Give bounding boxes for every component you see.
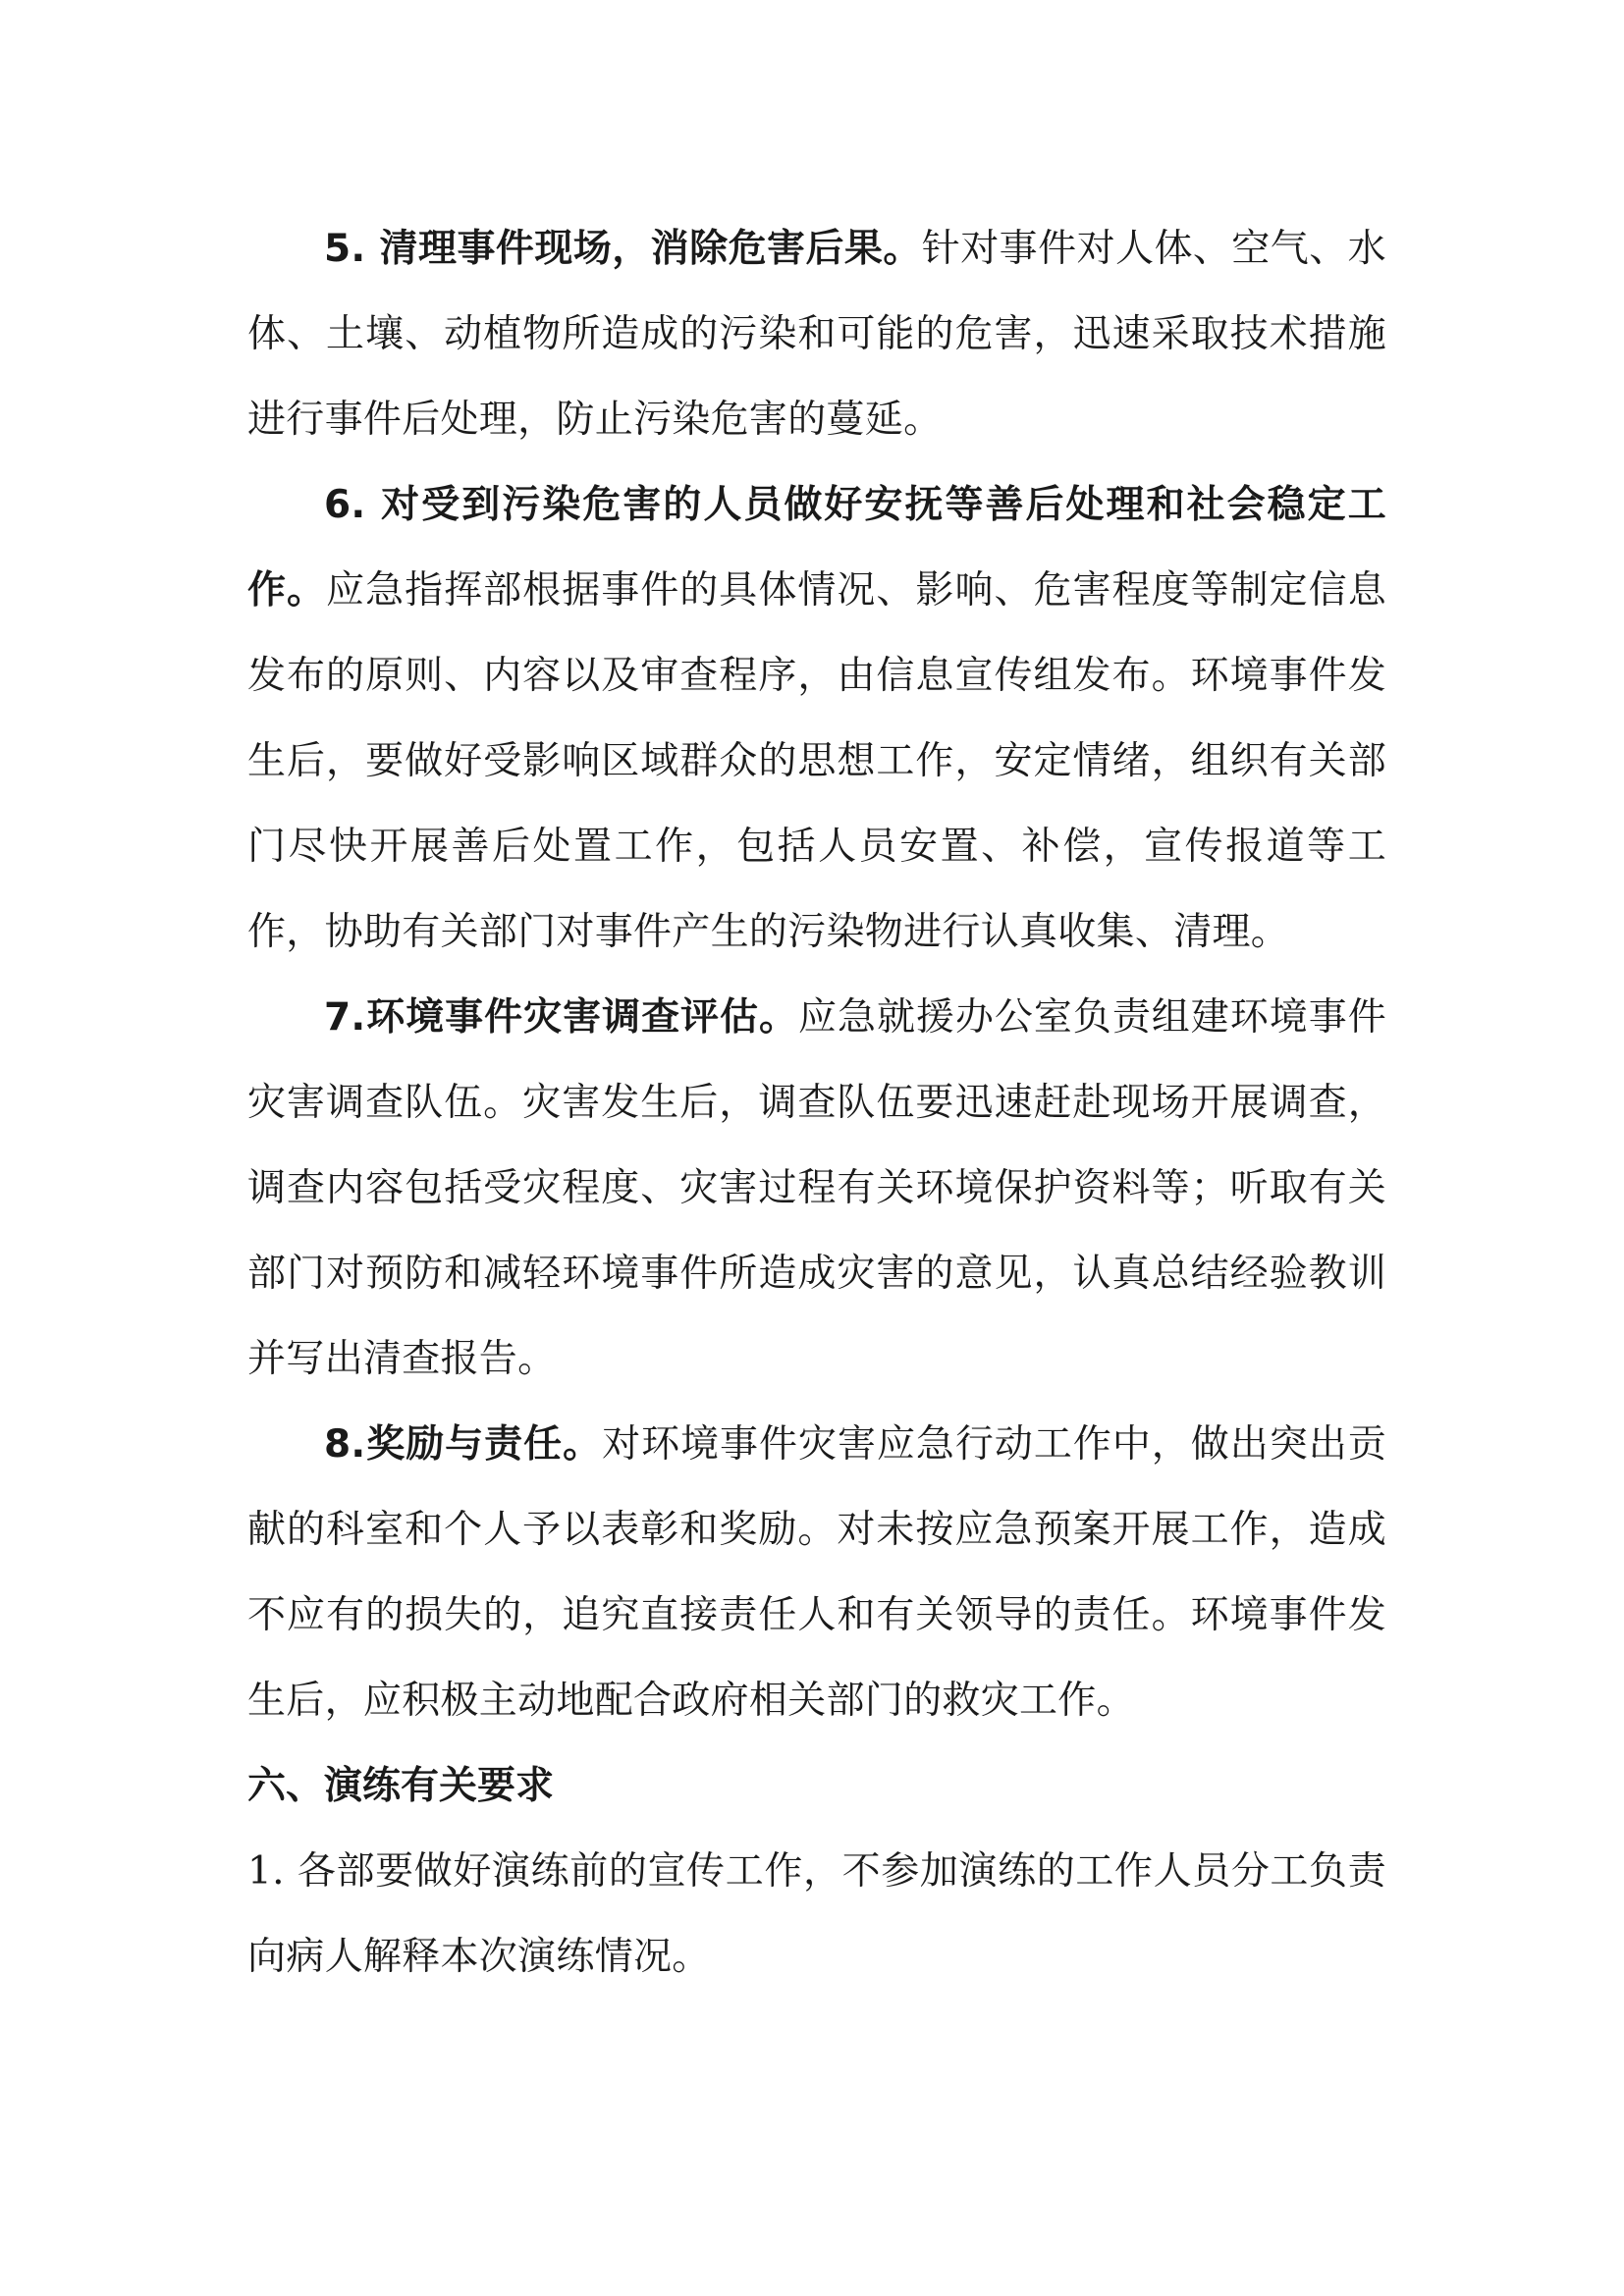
section-heading-6: 六、演练有关要求 — [247, 1764, 555, 1808]
paragraph-item-5 — [247, 206, 1386, 462]
requirement-1: 1. 各部要做好演练前的宣传工作，不参加演练的工作人员分工负责向病人解释本次演练情况。 — [247, 1849, 1386, 1979]
paragraph-item-8 — [247, 1402, 1386, 1743]
item-8-body: 对环境事件灾害应急行动工作中，做出突出贡献的科室和个人予以表彰和奖励。对未按应急预案开展工作，造成不应有的损失的，追究直接责任人和有关领导的责任。环境事件发生后，应积极主动地配合政府相关部门的救灾工作。 — [247, 1422, 1386, 1723]
item-5-body: 针对事件对人体、空气、水体、土壤、动植物所造成的污染和可能的危害，迅速采取技术措施进行事件后处理，防止污染危害的蔓延。 — [247, 227, 1386, 442]
item-5-lead: 5. 清理事件现场，消除危害后果。 — [324, 227, 922, 271]
document-page — [247, 206, 1386, 2000]
item-7-body: 应急就援办公室负责组建环境事件灾害调查队伍。灾害发生后，调查队伍要迅速赶赴现场开展调查，调查内容包括受灾程度、灾害过程有关环境保护资料等；听取有关部门对预防和减轻环境事件所造成灾害的意见，认真总结经验教训并写出清查报告。 — [247, 995, 1386, 1381]
item-8-lead: 8.奖励与责任。 — [324, 1422, 603, 1467]
item-6-lead: 6. 对受到污染危害的人员做好安抚等善后处理和社会稳定工作。 — [247, 483, 1386, 613]
paragraph-item-7 — [247, 975, 1386, 1402]
item-6-body: 应急指挥部根据事件的具体情况、影响、危害程度等制定信息发布的原则、内容以及审查程序，由信息宣传组发布。环境事件发生后，要做好受影响区域群众的思想工作，安定情绪，组织有关部门尽快开展善后处置工作，包括人员安置、补偿，宣传报道等工作，协助有关部门对事件产生的污染物进行认真收集、清理。 — [247, 568, 1386, 954]
item-7-lead: 7.环境事件灾害调查评估。 — [324, 995, 798, 1040]
paragraph-item-6 — [247, 462, 1386, 975]
